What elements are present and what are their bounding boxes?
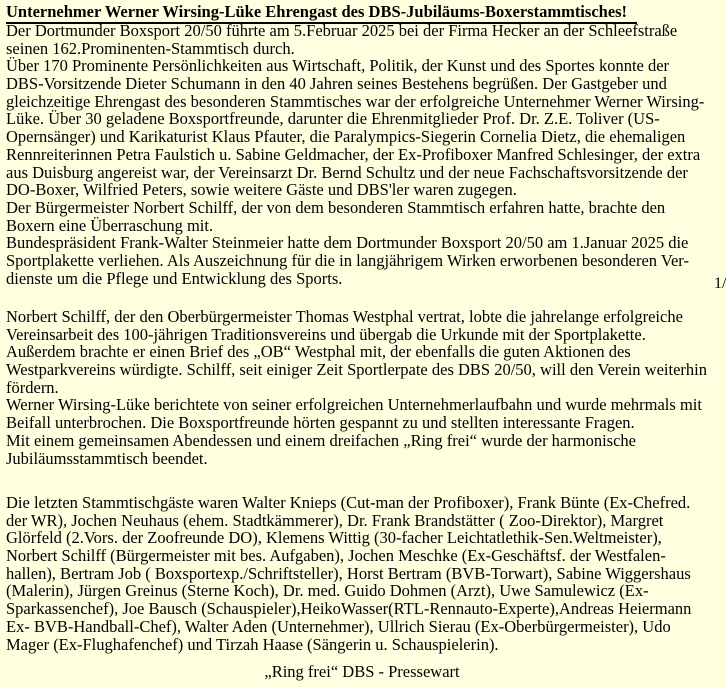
text-line: Mit einem gemeinsamen Abendessen und einem dreifachen „Ring frei“ wurde der harmonische xyxy=(6,430,636,450)
text-line: DO-Boxer, Wilfried Peters, sowie weitere Gäste und DBS'ler waren zugegen. xyxy=(6,180,517,200)
page-marker: 1/ xyxy=(714,275,726,292)
text-line: Werner Wirsing-Lüke berichtete von seiner erfolgreichen Unternehmerlaufbahn und wurde mehrmals mit xyxy=(6,395,702,415)
text-line: Norbert Schilff (Bürgermeister mit bes. Aufgaben), Jochen Meschke (Ex-Geschäftsf. der Westfalen- xyxy=(6,546,666,566)
text-line: Bundespräsident Frank-Walter Steinmeier hatte dem Dortmunder Boxsport 20/50 am 1.Januar 2025 die xyxy=(6,233,689,253)
text-line: Beifall unterbrochen. Die Boxsportfreunde hörten gespannt zu und stellten interessante Fragen. xyxy=(6,413,635,433)
text-line: Opernsänger) und Karikaturist Klaus Pfauter, die Paralympics-Siegerin Cornelia Dietz, die ehemaligen xyxy=(6,127,686,147)
text-line: Sportplakette verliehen. Als Auszeichnung für die in langjährigem Wirken erworbenen besonderen Ver- xyxy=(6,250,689,270)
article xyxy=(6,0,726,687)
text-line: der WR), Jochen Neuhaus (ehem. Stadtkämmerer), Dr. Frank Brandstätter ( Zoo-Direktor), Margret xyxy=(6,510,664,530)
text-line: dienste um die Pflege und Entwicklung des Sports. xyxy=(6,268,343,288)
text-line: gleichzeitige Ehrengast des besonderen Stammtisches war der erfolgreiche Unternehmer Werner Wirsing- xyxy=(6,91,705,111)
paragraph-ceremony xyxy=(6,308,718,467)
text-line: Jubiläumsstammtisch beendet. xyxy=(6,448,208,468)
signature-block xyxy=(6,663,718,681)
article-title: Unternehmer Werner Wirsing-Lüke Ehrengast des DBS-Jubiläums-Boxerstammtisches! xyxy=(6,2,628,21)
text-line: Die letzten Stammtischgäste waren Walter Knieps (Cut-man der Profiboxer), Frank Bünte (Ex-Chefred. xyxy=(6,493,691,512)
text-line: Mager (Ex-Flughafenchef) und Tirzah Haase (Sängerin u. Schauspielerin). xyxy=(6,634,499,654)
text-line: Vereinsarbeit des 100-jährigen Traditionsvereins und übergab die Urkunde mit der Sportplakette. xyxy=(6,324,646,344)
text-line: Der Bürgermeister Norbert Schilff, der von dem besonderen Stammtisch erfahren hatte, brachte den xyxy=(6,197,666,217)
text-line: Boxern eine Überraschung mit. xyxy=(6,215,214,235)
text-line: Der Dortmunder Boxsport 20/50 führte am 5.Februar 2025 bei der Firma Hecker an der Schleefstraße xyxy=(6,21,678,40)
text-line: Westparkvereins würdigte. Schilff, seit einiger Zeit Sportlerpate des DBS 20/50, will den Verein weiterhin xyxy=(6,360,707,380)
text-line: (Malerin), Jürgen Greinus (Sterne Koch), Dr. med. Guido Dohmen (Arzt), Uwe Samulewicz (Ex- xyxy=(6,581,649,601)
text-line: Glörfeld (2.Vors. der Zoofreunde DO), Klemens Wittig (30-facher Leichtatlethik-Sen.Weltmeister), xyxy=(6,528,662,548)
text-line: Norbert Schilff, der den Oberbürgermeister Thomas Westphal vertrat, lobte die jahrelange erfolgreiche xyxy=(6,307,683,326)
signature: „Ring frei“ DBS - Pressewart xyxy=(264,662,460,681)
text-line: Sparkassenchef), Joe Bausch (Schauspieler),HeikoWasser(RTL-Rennauto-Experte),Andreas Heiermann xyxy=(6,599,692,619)
text-line: aus Duisburg angereist war, der Vereinsarzt Dr. Bernd Schultz und der neue Fachschaftsvorsitzende der xyxy=(6,162,688,182)
text-line: Rennreiterinnen Petra Faulstich u. Sabine Geldmacher, der Ex-Profiboxer Manfred Schlesinger, der extra xyxy=(6,144,701,164)
text-line: Lüke. Über 30 geladene Boxsportfreunde, darunter die Ehrenmitglieder Prof. Dr. Z.E. Toliver (US- xyxy=(6,109,660,129)
text-line: Ex- BVB-Handball-Chef), Walter Aden (Unternehmer), Ullrich Sierau (Ex-Oberbürgermeister), Udo xyxy=(6,616,671,636)
text-line: Außerdem brachte er einen Brief des „OB“ Westphal mit, der ebenfalls die guten Aktionen des xyxy=(6,342,631,362)
text-line: fördern. xyxy=(6,377,59,397)
paragraph-guests xyxy=(6,494,718,653)
text-line: DBS-Vorsitzende Dieter Schumann in den 40 Jahren seines Bestehens begrüßen. Der Gastgeber und xyxy=(6,74,667,94)
text-line: Über 170 Prominente Persönlichkeiten aus Wirtschaft, Politik, der Kunst und des Sportes konnte der xyxy=(6,56,670,76)
text-line: hallen), Bertram Job ( Boxsportexp./Schriftsteller), Horst Bertram (BVB-Torwart), Sabine Wiggershaus xyxy=(6,563,691,583)
text-line: seinen 162.Prominenten-Stammtisch durch. xyxy=(6,38,295,58)
paragraph-intro xyxy=(6,22,718,287)
article-header xyxy=(6,3,718,21)
